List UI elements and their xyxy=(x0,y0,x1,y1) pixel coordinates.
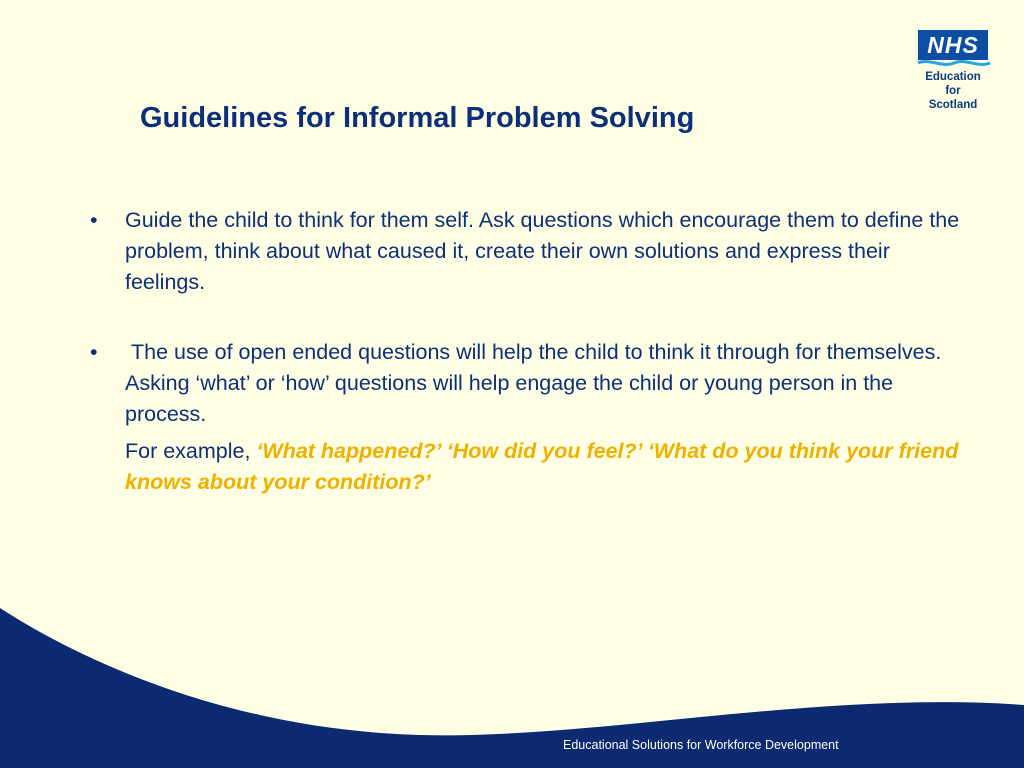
footer-text: Educational Solutions for Workforce Development xyxy=(563,738,839,752)
logo-text xyxy=(908,70,998,112)
slide-body xyxy=(90,205,970,498)
bullet-text-1: Guide the child to think for them self. Ask questions which encourage them to define the problem, think about what caused it, create their own solutions and express their feelings. xyxy=(125,208,960,294)
bullet-item-2 xyxy=(90,337,970,430)
example-paragraph xyxy=(90,436,970,498)
bullet-item-1 xyxy=(90,205,970,298)
bullet-text-2: The use of open ended questions will help the child to think it through for themselves. Asking ‘what’ or ‘how’ questions will help engage the child or young person in the process. xyxy=(125,340,947,426)
example-lead: For example, xyxy=(125,439,257,463)
example-questions: ‘What happened?’ ‘How did you feel?’ ‘What do you think your friend knows about your condition?’ xyxy=(125,439,959,494)
logo-swoosh-icon xyxy=(916,57,992,69)
nhs-education-scotland-logo xyxy=(908,30,998,115)
nhs-logo-mark: NHS xyxy=(918,30,988,60)
slide-title: Guidelines for Informal Problem Solving xyxy=(140,102,695,134)
logo-line-education: Education xyxy=(925,71,981,83)
bullet-marker-2: • xyxy=(90,340,98,364)
logo-line-scotland: Scotland xyxy=(928,99,978,111)
logo-line-for: for xyxy=(945,85,961,97)
bullet-marker-1: • xyxy=(90,208,98,232)
